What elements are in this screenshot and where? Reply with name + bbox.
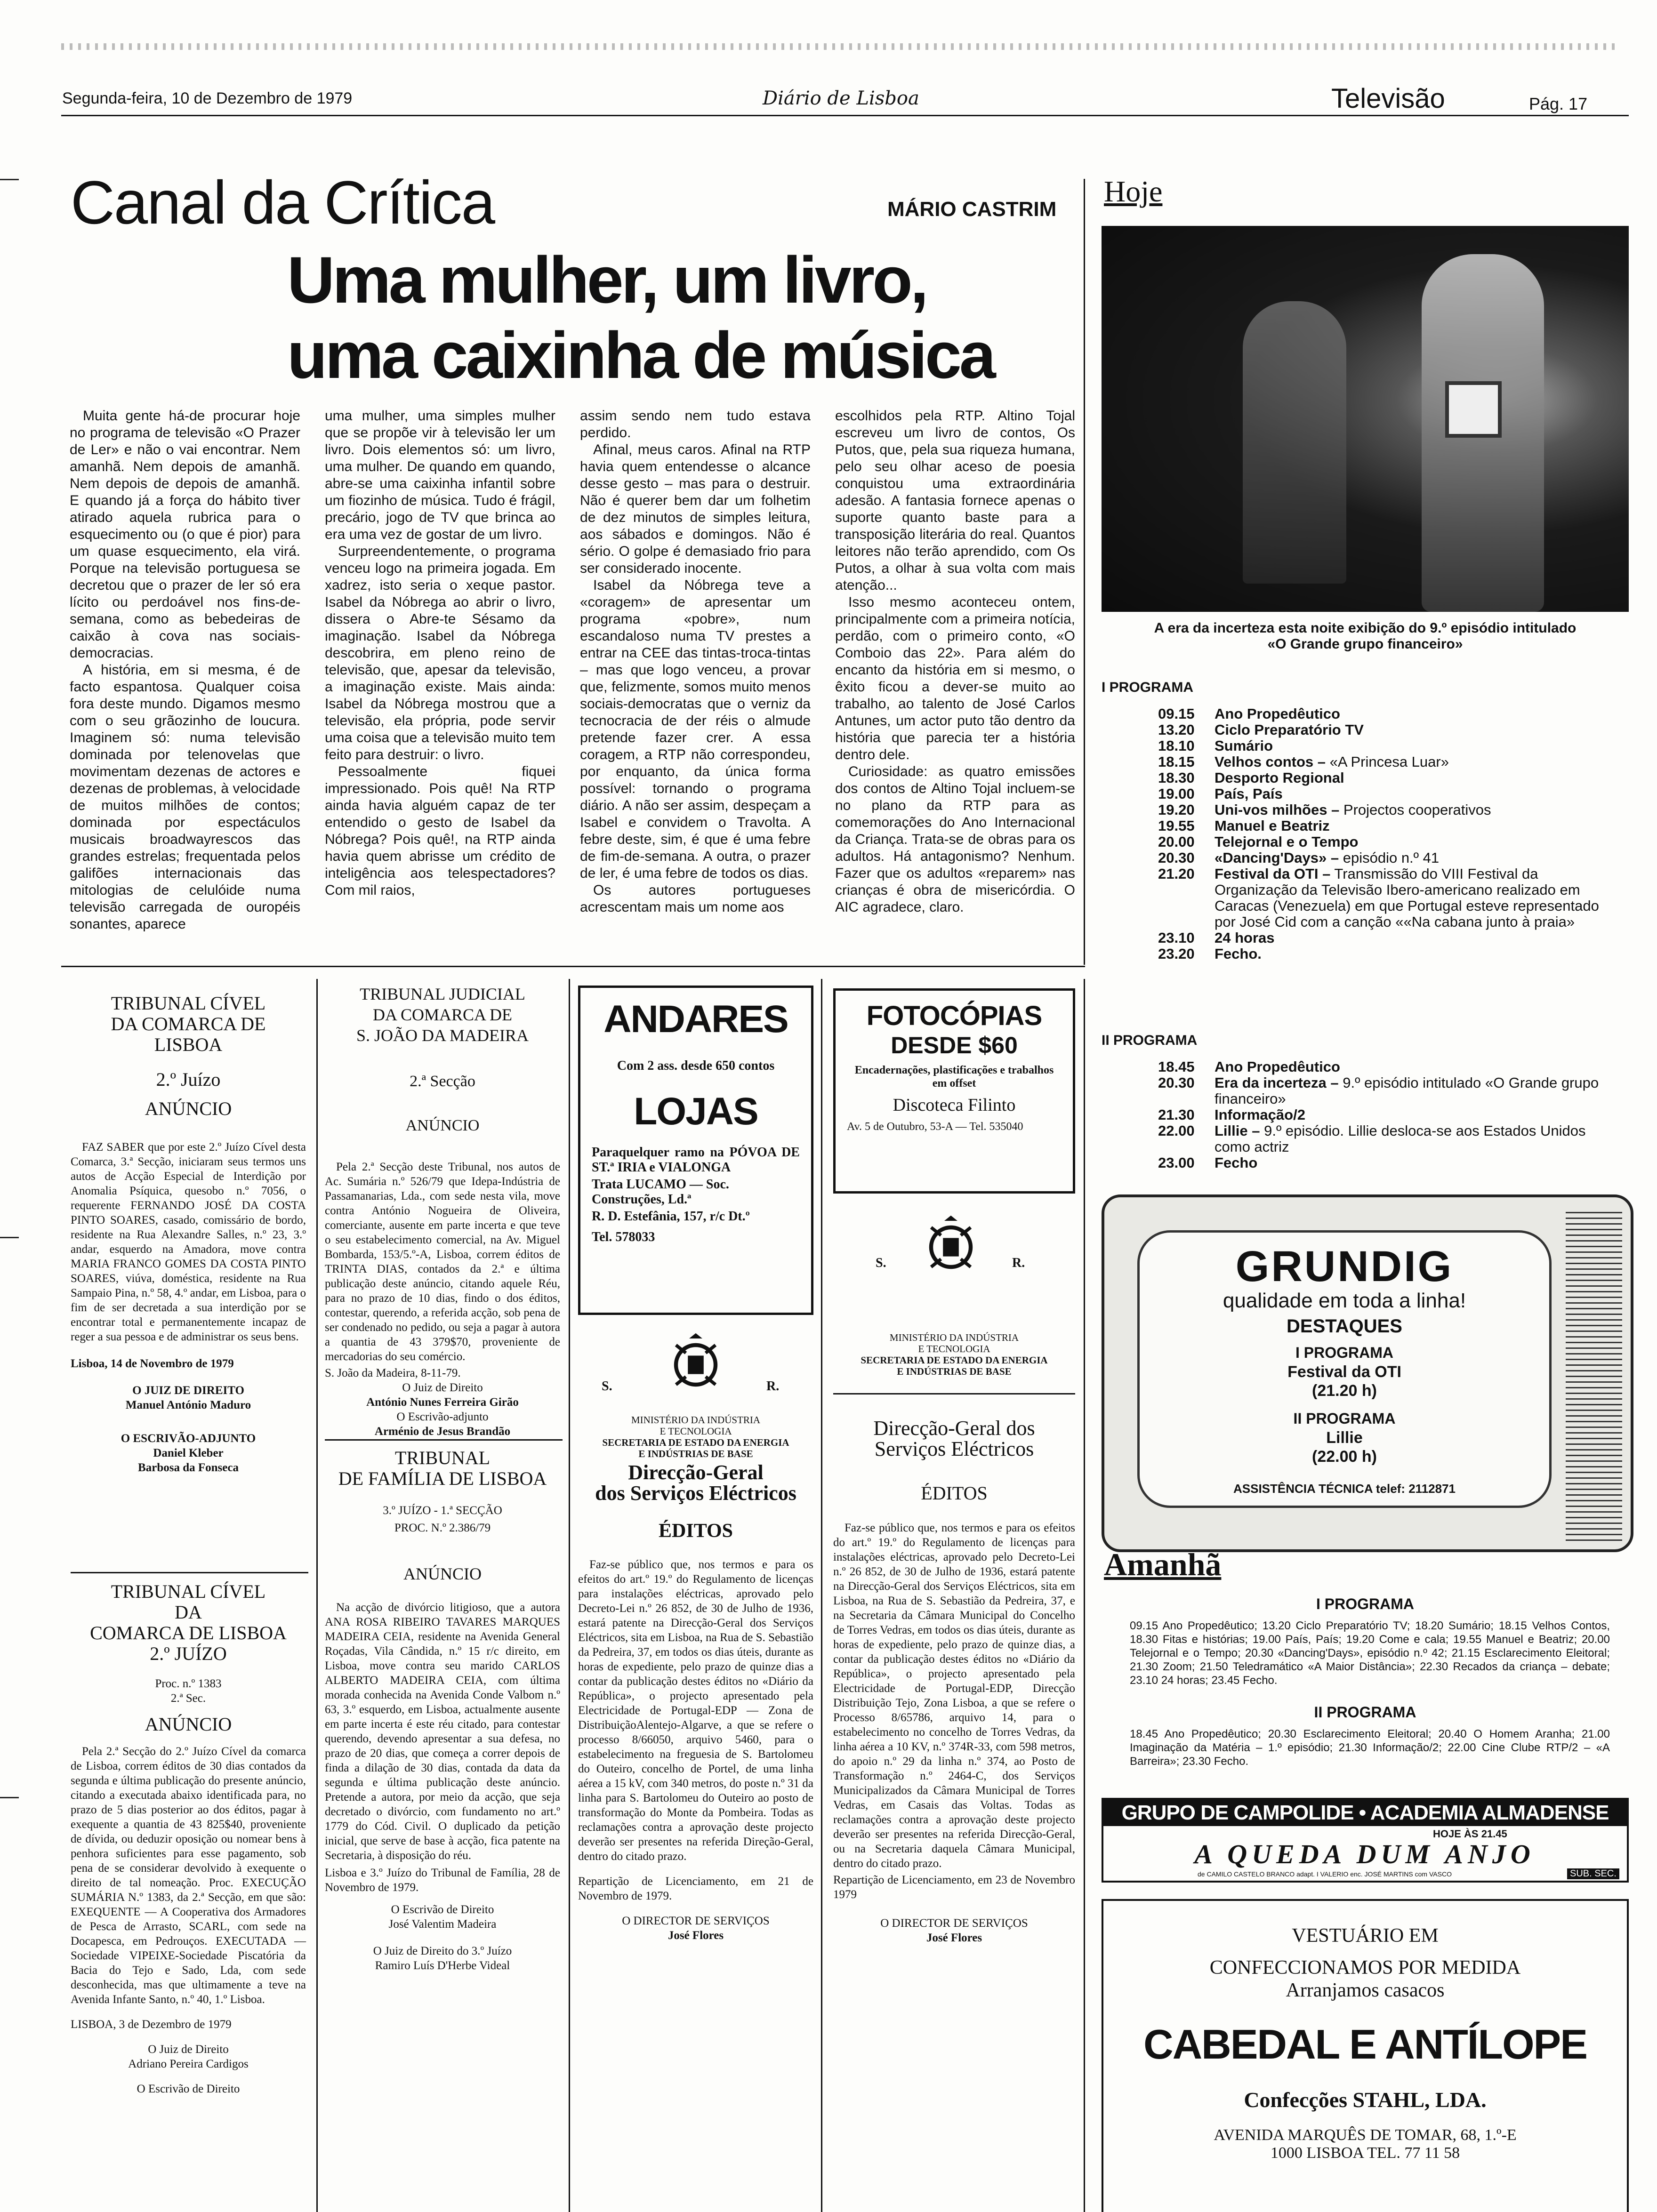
ministry-line: SECRETARIA DE ESTADO DA ENERGIA (861, 1354, 1048, 1366)
article-paragraph: uma mulher, uma simples mulher que se propõe vir à televisão ler um livro. Dois elementos só: um livro, uma mulher. De quando em quando, abre-se uma caixinha infantil sobre um fiozinho de música. Tudo é frágil, precário, jogo de TV que brinca ao era uma vez de gostar de um livro. (325, 408, 555, 542)
program-row (1158, 802, 1601, 818)
program-row (1158, 706, 1601, 722)
program-description: episódio n.º 41 (1339, 850, 1440, 866)
fotocopias-line: Encadernações, plastificações e trabalhos em offset (854, 1064, 1054, 1090)
program-title: País, País (1215, 785, 1283, 802)
program-entry (1215, 770, 1344, 786)
andares-title-2: LOJAS (634, 1090, 758, 1133)
program-row (1158, 1107, 1601, 1123)
legal-body (71, 1744, 306, 2007)
legal-heading: DA COMARCA DE (372, 1005, 513, 1024)
program-time: 20.30 (1158, 1074, 1195, 1091)
legal-body (71, 1140, 306, 1344)
legal-body (833, 1521, 1075, 1871)
program-title: Ano Propedêutico (1215, 705, 1340, 722)
fotocopias-ad (833, 988, 1075, 1194)
article-col-2 (325, 408, 555, 899)
program-time: 09.15 (1158, 705, 1195, 722)
program-description: 9.º episódio intitulado «O Grande grupo financeiro» (1215, 1074, 1599, 1107)
program-title: Manuel e Beatriz (1215, 817, 1330, 834)
ministry-line: E INDÚSTRIAS DE BASE (897, 1366, 1012, 1377)
program-entry (1215, 834, 1358, 850)
legal-signatory-name: Ramiro Luís D'Herbe Videal (375, 1959, 510, 1972)
column-divider (1084, 179, 1085, 965)
program-row (1158, 1123, 1601, 1155)
program-row (1158, 866, 1601, 930)
article-paragraph: Muita gente há-de procurar hoje no programa de televisão «O Prazer de Ler» e não o vai encontrar. Nem amanhã. Nem depois de amanhã. Nem depois de depois de amanhã. E quando já a força do hábito tiver atirado aquela rubrica para o esquecimento ou (o que é pior) para um quase esquecimento, ela virá. Porque na televisão portuguesa se decretou que o prazer de ler só era lícito ou perdoável nos fins-de-semana, como as bebedeiras de caixão à cova nas sociais-democracias. (70, 408, 300, 661)
legal-signatory: O Juiz de Direito (148, 2043, 229, 2056)
legal-date: LISBOA, 3 de Dezembro de 1979 (71, 2018, 232, 2031)
legal-heading: ÉDITOS (921, 1483, 988, 1504)
legal-body-text: Pela 2.ª Secção do 2.º Juízo Cível da comarca de Lisboa, correm éditos de 30 dias contados da segunda e última publicação do presente anúncio, citando a executada abaixo identificada para, no prazo de 5 dias posterior ao dos éditos, pagar à exequente a quantia de 43 825$40, proveniente de dívida, ou deduzir oposição ou nomear bens à penhora suficientes para esse pagamento, sob pena de se considerar devolvido à exequente o direito de tal nomeação. Proc. EXECUÇÃO SUMÁRIA N.º 1383, da 2.ª Secção, em que são: EXEQUENTE — A Cooperativa dos Armadores de Pesca de Arrasto, SCARL, com sede na Docapesca, em Pedrouços. EXECUTADA — Sociedade VIPEIXE-Sociedade Piscatória da Bacia do Tejo e Sado, Lda, com sede desconhecida, mas que ultimamente a teve na Avenida Infante Santo, n.º 40, 1.º Lisboa. (71, 1745, 306, 2006)
column-divider (569, 979, 570, 2212)
program-time: 18.30 (1158, 769, 1195, 786)
program-entry (1215, 706, 1340, 722)
grundig-p2-time: (22.00 h) (1312, 1448, 1377, 1466)
program-time: 20.00 (1158, 834, 1195, 850)
vestuario-line: AVENIDA MARQUÊS DE TOMAR, 68, 1.º-E (1214, 2126, 1517, 2144)
grundig-p1-show: Festival da OTI (1287, 1363, 1401, 1381)
andares-line: Com 2 ass. desde 650 contos (617, 1058, 775, 1073)
andares-title: ANDARES (603, 998, 788, 1041)
fotocopias-price: DESDE $60 (891, 1032, 1018, 1058)
tomorrow-heading: Amanhã (1104, 1547, 1222, 1582)
program-description: Transmissão do VIII Festival da Organização da Televisão Ibero-americano realizado em Caracas (Venezuela) em que Portugal esteve representado por José Cid com a canção ««Na cabana junto à praia» (1215, 866, 1599, 930)
legal-signatory: O Juiz de Direito do 3.º Juízo (373, 1945, 512, 1957)
column-divider (316, 979, 318, 2212)
program-time: 18.15 (1158, 753, 1195, 770)
legal-heading: COMARCA DE LISBOA (90, 1622, 287, 1643)
legal-heading: Direcção-Geral dos (873, 1417, 1035, 1440)
legal-proc: Proc. n.º 1383 (155, 1677, 222, 1690)
article-paragraph: assim sendo nem tudo estava perdido. (580, 408, 811, 441)
andares-ad (578, 986, 813, 1315)
program-time: 18.45 (1158, 1058, 1195, 1075)
program-row (1158, 946, 1601, 962)
program-row (1158, 770, 1601, 786)
legal-signatory-name: Barbosa da Fonseca (138, 1461, 239, 1474)
vestuario-line: CONFECCIONAMOS POR MEDIDA (1209, 1957, 1521, 1979)
grundig-p2-show: Lillie (1326, 1429, 1363, 1447)
program-title: Velhos contos – (1215, 753, 1326, 770)
critique-headline-2: uma caixinha de música (287, 318, 994, 392)
legal-signatory: O Escrivão-adjunto (396, 1411, 489, 1423)
legal-notice-3 (325, 984, 560, 1439)
program-entry (1215, 930, 1275, 946)
program-title: «Dancing'Days» – (1215, 850, 1339, 866)
legal-notice-4 (325, 1448, 560, 1973)
legal-signatory: O JUIZ DE DIREITO (132, 1384, 244, 1397)
legal-heading: ÉDITOS (659, 1520, 733, 1542)
vestuario-brand: CABEDAL E ANTÍLOPE (1143, 2021, 1587, 2068)
program-entry (1215, 754, 1449, 770)
critique-headline-1: Uma mulher, um livro, (287, 243, 926, 317)
program-title: Telejornal e o Tempo (1215, 834, 1359, 850)
legal-signatory-name: Adriano Pereira Cardigos (128, 2058, 249, 2070)
legal-notice-6 (833, 1214, 1075, 1945)
today-heading: Hoje (1104, 175, 1163, 208)
critique-author: MÁRIO CASTRIM (887, 198, 1057, 221)
grundig-p1-time: (21.20 h) (1312, 1382, 1377, 1400)
program-time: 23.20 (1158, 946, 1195, 962)
article-paragraph: escolhidos pela RTP. Altino Tojal escreveu um livro de contos, Os Putos, que, pela sua riqueza humana, pelo seu olhar aceso de poesia conquistou uma extraordinária adesão. A fantasia fornece apenas o suporte quanto baste para a transposição literária do real. Quantos leitores não terão aprendido, com Os Putos, a olhar à sua volta com mais atenção... (835, 408, 1075, 593)
legal-signatory-name: José Valentim Madeira (388, 1918, 497, 1931)
legal-body (578, 1557, 813, 1864)
campolide-when: HOJE ÀS 21.45 (1433, 1828, 1507, 1840)
program-time: 20.30 (1158, 850, 1195, 866)
legal-subheading: PROC. N.º 2.386/79 (394, 1522, 491, 1534)
tomorrow-p1-text: 09.15 Ano Propedêutico; 13.20 Ciclo Preparatório TV; 18.20 Sumário; 18.15 Velhos Contos, 18.30 Fitas e histórias; 19.00 País, País; 19.20 Come e cala; 19.55 Manuel e Beatriz; 20.00 Telejornal e o Tempo; 20.30 «Dancing'Days», episódio n.º 42; 21.15 Esclarecimento Eleitoral; 21.30 Zoom; 21.50 Teledramático «A Maior Distância»; 22.30 Recados da criança – debate; 23.10 24 horas; 23.45 Fecho. (1130, 1619, 1610, 1687)
legal-heading: ANÚNCIO (403, 1564, 482, 1583)
program-row (1158, 850, 1601, 866)
program-entry (1215, 1059, 1340, 1075)
article-paragraph: Isabel da Nóbrega teve a «coragem» de apresentar um programa «pobre», num escandaloso numa TV prestes a entrar na CEE das tintas-troca-tintas – mas que logo venceu, a provar que, felizmente, somos muito menos sociais-democratas que o verniz da tecnocracia de der réis o almude pretende fazer crer. A essa coragem, a RTP não correspondeu, por enquanto, da única forma possível: tornando o programa diário. A não ser assim, despeçam a Isabel e convidem o Travolta. A febre deste, sim, é que é uma febre de fim-de-semana. A outra, o prazer de ler, é uma febre de todos os dias. (580, 577, 811, 881)
article-col-1 (70, 408, 300, 933)
grundig-p1: I PROGRAMA (1295, 1344, 1393, 1361)
legal-signatory-name: Arménio de Jesus Brandão (374, 1425, 511, 1438)
program-entry (1215, 722, 1364, 738)
article-bottom-rule (61, 966, 1085, 967)
program-time: 18.10 (1158, 737, 1195, 754)
program-row (1158, 738, 1601, 754)
legal-notice-2 (71, 1581, 306, 2096)
legal-body-text: Faz-se público que, nos termos e para os efeitos do art.º 19.º do Regulamento de licenças para instalações eléctricas, aprovado pelo Decreto-Lei n.º 26 852, de 30 de Julho de 1936, estará patente na Direcção-Geral dos Serviços Eléctricos, sita em Lisboa, na Rua de S. Sebastião da Pedreira, 37, e na Secretaria da Câmara Municipal do Concelho de Torres Vedras, em todos os dias úteis, durante as horas de expediente, pelo prazo de quinze dias, a contar da publicação destes éditos no «Diário da República», o projecto apresentado pela Electricidade de Portugal-EDP, Direcção Distribuição Tejo, Zona Lisboa, a que se refere o Processo 8/65786, arquivo 14, para o estabelecimento no concelho de Torres Vedras, da linha aérea a 10 KV, n.º 374R-33, com 598 metros, do apoio n.º 29 da linha n.º 374, ao Posto de Transformação n.º 2464-C, dos Serviços Municipalizados da Câmara Municipal de Torres Vedras, em Casais das Voltas. Todas as reclamações contra a aprovação deste projecto deverão ser presentes na referida Direcção-Geral, ou na Secretaria daquela Câmara Municipal, dentro do citado prazo. (833, 1522, 1075, 1870)
program-entry (1215, 1075, 1601, 1107)
program-title: Era da incerteza – (1215, 1074, 1339, 1091)
article-paragraph: Surpreendentemente, o programa venceu logo na primeira jogada. Em xadrez, isto seria o xeque pastor. Isabel da Nóbrega ao abrir o livro, dissera o Abre-te Sésamo da imaginação. Isabel da Nóbrega descobrira, em pleno reino de televisão, que, apesar da televisão, a imaginação existe. Mais ainda: Isabel da Nóbrega mostrou que a televisão, ela própria, pode servir uma coisa que a televisão muito tem feito para destruir: o livro. (325, 544, 555, 762)
program-row (1158, 1059, 1601, 1075)
andares-line: Tel. 578033 (592, 1230, 655, 1244)
ministry-line: E TECNOLOGIA (660, 1426, 732, 1437)
scan-noise-top (61, 43, 1615, 50)
article-paragraph: Afinal, meus caros. Afinal na RTP havia quem entendesse o alcance desse gesto – mas para o destruir. Não é querer bem dar um folhetim de dez minutos de simples leitura, aos sábados e domingos. Não é sério. O golpe é demasiado frio para ser considerado inocente. (580, 442, 811, 576)
vestuario-line: Arranjamos casacos (1286, 1980, 1445, 2001)
masthead-section: Televisão (1331, 83, 1445, 114)
photo-caption-line: A era da incerteza esta noite exibição do 9.º episódio intitulado (1154, 620, 1577, 636)
grundig-footer: ASSISTÊNCIA TÉCNICA telef: 2112871 (1233, 1482, 1456, 1496)
program-row (1158, 786, 1601, 802)
program-entry (1215, 786, 1283, 802)
article-paragraph: Os autores portugueses acrescentam mais um nome aos (580, 882, 811, 915)
vestuario-ad (1102, 1899, 1629, 2212)
legal-heading: TRIBUNAL JUDICIAL (360, 985, 525, 1003)
legal-body (325, 1160, 560, 1364)
campolide-ad (1102, 1798, 1629, 1883)
program-title: Fecho (1215, 1154, 1258, 1171)
margin-mark (0, 1797, 19, 1798)
andares-line: R. D. Estefânia, 157, r/c Dt.º (592, 1209, 750, 1224)
program-description: «A Princesa Luar» (1326, 753, 1449, 770)
legal-body (325, 1600, 560, 1863)
legal-signatory: O ESCRIVÃO-ADJUNTO (121, 1432, 256, 1445)
column-divider (1084, 979, 1085, 2212)
coat-of-arms-icon (663, 1332, 729, 1398)
program-time: 22.00 (1158, 1122, 1195, 1139)
tomorrow-p2-text: 18.45 Ano Propedêutico; 20.30 Esclarecimento Eleitoral; 20.40 O Homem Aranha; 21.00 Imaginação da Matéria – 1.º episódio; 21.30 Informação/2; 22.00 Cine Clube RTP/2 – «A Barreira»; 23.30 Fecho. (1130, 1728, 1610, 1768)
photo-caption-line: «O Grande grupo financeiro» (1267, 636, 1463, 652)
legal-heading: DA (175, 1602, 202, 1623)
legal-subheading: 3.º JUÍZO - 1.ª SECÇÃO (383, 1504, 502, 1517)
campolide-credits: de CAMILO CASTELO BRANCO adapt. I VALERIO enc. JOSÉ MARTINS com VASCO (1198, 1870, 1452, 1878)
legal-sec: 2.ª Sec. (170, 1692, 206, 1705)
article-col-4 (835, 408, 1075, 916)
critique-kicker: Canal da Crítica (71, 168, 495, 237)
vestuario-line: VESTUÁRIO EM (1292, 1925, 1439, 1947)
legal-signatory-name: Manuel António Maduro (125, 1399, 251, 1411)
photo-sign (1445, 381, 1502, 438)
legal-signatory-name: Daniel Kleber (153, 1447, 224, 1459)
article-paragraph: Isso mesmo aconteceu ontem, principalmente com a primeira notícia, perdão, com o primeiro conto, «O Comboio das 22». Para além do encanto da história em si mesmo, o êxito ficou a dever-se muito ao trabalho, ao talento de José Carlos Antunes, um actor puto tão dentro da história que parecia ter a história dentro dele. (835, 594, 1075, 762)
fotocopias-line: Av. 5 de Outubro, 53-A — Tel. 535040 (847, 1121, 1023, 1133)
andares-line: Paraquelquer ramo na PÓVOA DE ST.ª IRIA e VIALONGA (592, 1145, 800, 1175)
legal-heading: dos Serviços Eléctricos (595, 1482, 796, 1505)
legal-body-text: Pela 2.ª Secção deste Tribunal, nos autos de Ac. Sumária n.º 526/79 que Idepa-Indústria de Passamanarias, Lda., com sede nesta vila, move contra António Nogueira de Oliveira, comerciante, ausente em parte incerta e que teve o seu estabelecimento comercial, na Av. Miguel Bombarda, 153/5.º-A, Lisboa, correm éditos de TRINTA DIAS, contados da 2.ª e última publicação deste anúncio, citando aquele Réu, para no prazo de 10 dias, findo o dos éditos, contestar, querendo, a referida acção, sob pena de ser condenado no pedido, ou seja a pagar à autora a quantia de 43 379$70, proveniente de mercadorias do seu comércio. (325, 1161, 560, 1363)
prog1-label: I PROGRAMA (1102, 680, 1193, 695)
ministry-line: MINISTÉRIO DA INDÚSTRIA (631, 1414, 761, 1426)
program-entry (1215, 946, 1262, 962)
legal-heading: TRIBUNAL CÍVEL (111, 1581, 266, 1602)
program-entry (1215, 802, 1491, 818)
program-time: 19.00 (1158, 785, 1195, 802)
coat-of-arms-icon (918, 1214, 984, 1280)
program-description: 9.º episódio. Lillie desloca-se aos Estados Unidos como actriz (1215, 1122, 1586, 1155)
photo-figure (1243, 301, 1346, 584)
legal-signatory-name: António Nunes Ferreira Girão (366, 1396, 519, 1409)
legal-date: Repartição de Licenciamento, em 21 de Novembro de 1979. (578, 1875, 813, 1902)
legal-body-text: Na acção de divórcio litigioso, que a autora ANA ROSA RIBEIRO TAVARES MARQUES MADEIRA CEIA, residente na Avenida General Roçadas, Vila Cândida, n.º 15 r/c direito, em Lisboa, move contra seu marido CARLOS ALBERTO MADEIRA CEIA, com última morada conhecida na Avenida Conde Valbom n.º 63, 3.º esquerdo, em Lisboa, actualmente ausente em parte incerta é este réu citado, para contestar querendo, devendo apresentar a sua defesa, no prazo de 20 dias, que começa a correr depois de finda a dilação de 30 dias, contada da data da segunda e última publicação deste anúncio. Pretende a autora, por meio da acção, que seja decretado o divórcio, com fundamento no art.º 1779 do Cód. Civil. O duplicado da petição inicial, que serve de base à acção, fica patente na Secretaria, à disposição do réu. (325, 1601, 560, 1862)
legal-body-text: FAZ SABER que por este 2.º Juízo Cível desta Comarca, 3.ª Secção, iniciaram seus termos uns autos de Acção Especial de Interdição por Anomalia Psíquica, quesobo n.º 7056, o requerente FERNANDO JOSÉ DA COSTA PINTO SOARES, casado, comissário de bordo, residente na Rua Alexandre Salles, n.º 23, 3.º andar, esquerdo na Amadora, move contra MARIA FRANCO GOMES DA COSTA PINTO SOARES, viúva, doméstica, residente na Rua Sampaio Pina, n.º 58, 4.º andar, em Lisboa, para o fim de ser decretada a sua interdição por se encontrar total e permanentemente incapaz de reger a sua pessoa e de administrar os seus bens. (71, 1141, 306, 1343)
legal-signatory-name: José Flores (926, 1931, 982, 1944)
program-row (1158, 722, 1601, 738)
program-row (1158, 930, 1601, 946)
article-paragraph: Curiosidade: as quatro emissões dos contos de Altino Tojal incluem-se no plano da RTP para as comemorações do Ano Internacional da Criança. Trata-se de obras para os adultos. Há antagonismo? Nenhum. Fazer que os adultos «reparem» nas crianças é obra de misericórdia. O AIC agradece, claro. (835, 764, 1075, 915)
program-entry (1215, 818, 1330, 834)
legal-heading: 2.ª Secção (410, 1073, 475, 1090)
program-title: Lillie – (1215, 1122, 1260, 1139)
tv-photo (1102, 226, 1629, 612)
program-row (1158, 1075, 1601, 1107)
ministry-line: E INDÚSTRIAS DE BASE (638, 1448, 753, 1459)
program-title: Ciclo Preparatório TV (1215, 721, 1364, 738)
ministry-line: MINISTÉRIO DA INDÚSTRIA (889, 1332, 1019, 1343)
article-paragraph: Pessoalmente fiquei impressionado. Pois quê! Na RTP ainda havia alguém capaz de ter entendido o gesto de Isabel da Nóbrega? Pois quê!, na RTP ainda havia quem abrisse um crédito de inteligência aos telespectadores? Com mil raios, (325, 764, 555, 898)
legal-heading: ANÚNCIO (145, 1714, 232, 1735)
campolide-top: GRUPO DE CAMPOLIDE • ACADEMIA ALMADENSE (1103, 1800, 1627, 1826)
legal-signatory: O Escrivão de Direito (137, 2083, 240, 2095)
program-row (1158, 754, 1601, 770)
program-description: Projectos cooperativos (1339, 801, 1491, 818)
grundig-p2: II PROGRAMA (1293, 1410, 1396, 1427)
program-title: Sumário (1215, 737, 1273, 754)
andares-line: Trata LUCAMO — Soc. Construções, Ld.ª (592, 1177, 729, 1207)
vestuario-line: 1000 LISBOA TEL. 77 11 58 (1270, 2144, 1460, 2162)
program-entry (1215, 1107, 1305, 1123)
tv-speaker-grille (1566, 1211, 1622, 1541)
program-title: Ano Propedêutico (1215, 1058, 1340, 1075)
program-entry (1215, 738, 1273, 754)
notice-divider (325, 1439, 563, 1441)
grundig-brand: GRUNDIG (1235, 1242, 1454, 1290)
program-time: 23.10 (1158, 930, 1195, 946)
legal-signatory: O DIRECTOR DE SERVIÇOS (880, 1917, 1028, 1930)
photo-caption (1102, 620, 1629, 652)
program-entry (1215, 1155, 1257, 1171)
legal-signatory: O DIRECTOR DE SERVIÇOS (622, 1915, 770, 1927)
notice-divider (833, 1393, 1075, 1395)
masthead-date: Segunda-feira, 10 de Dezembro de 1979 (62, 89, 353, 107)
legal-heading: 2.º JUÍZO (150, 1643, 227, 1664)
legal-heading: DA COMARCA DE LISBOA (111, 1013, 266, 1055)
program-title: Festival da OTI – (1215, 866, 1331, 882)
program-title: Informação/2 (1215, 1106, 1305, 1123)
grundig-ad (1102, 1194, 1633, 1552)
program-time: 13.20 (1158, 721, 1195, 738)
legal-date: Lisboa, 14 de Novembro de 1979 (71, 1357, 234, 1370)
program-time: 19.20 (1158, 801, 1195, 818)
legal-heading: Direcção-Geral (628, 1461, 764, 1484)
legal-date: Repartição de Licenciamento, em 23 de Novembro 1979 (833, 1874, 1075, 1901)
margin-mark (0, 1237, 19, 1238)
legal-signatory: O Juiz de Direito (402, 1381, 483, 1394)
column-divider (821, 979, 822, 2212)
legal-heading: S. JOÃO DA MADEIRA (356, 1026, 529, 1045)
program-time: 19.55 (1158, 817, 1195, 834)
legal-heading: ANÚNCIO (145, 1098, 232, 1119)
legal-date: S. João da Madeira, 8-11-79. (325, 1367, 461, 1379)
program-time: 23.00 (1158, 1154, 1195, 1171)
fotocopias-title: FOTOCÓPIAS (866, 1001, 1042, 1031)
tomorrow-p1-label: I PROGRAMA (1316, 1595, 1414, 1612)
legal-notice-5 (578, 1332, 813, 1943)
grundig-slogan: qualidade em toda a linha! (1223, 1289, 1466, 1312)
legal-heading: Serviços Eléctricos (874, 1437, 1034, 1460)
program-row (1158, 818, 1601, 834)
legal-heading: TRIBUNAL (394, 1447, 491, 1468)
vestuario-line: Confecções STAHL, LDA. (1244, 2088, 1487, 2112)
program-entry (1215, 850, 1439, 866)
campolide-tag: SUB. SEC. (1567, 1868, 1619, 1879)
seal-letter-r: R. (1012, 1256, 1025, 1270)
masthead-rule (61, 115, 1629, 116)
legal-heading: ANÚNCIO (405, 1117, 480, 1134)
legal-heading: 2.º Juízo (156, 1069, 221, 1090)
legal-heading: TRIBUNAL CÍVEL (111, 993, 266, 1014)
legal-signatory: O Escrivão de Direito (391, 1903, 494, 1916)
program-title: Uni-vos milhões – (1215, 801, 1340, 818)
campolide-title: A QUEDA DUM ANJO (1194, 1839, 1535, 1869)
program-row (1158, 834, 1601, 850)
margin-mark (0, 179, 19, 180)
seal-letter-s: S. (602, 1379, 612, 1394)
masthead-page: Pág. 17 (1529, 94, 1588, 113)
program-entry (1215, 1123, 1601, 1155)
program-entry (1215, 866, 1601, 930)
fotocopias-line: Discoteca Filinto (893, 1095, 1016, 1115)
ministry-line: E TECNOLOGIA (918, 1343, 990, 1354)
legal-heading: DE FAMÍLIA DE LISBOA (338, 1468, 547, 1489)
legal-notice-1 (71, 993, 306, 1475)
program-time: 21.30 (1158, 1106, 1195, 1123)
notice-divider (71, 1572, 308, 1573)
program-title: Desporto Regional (1215, 769, 1344, 786)
seal-letter-s: S. (876, 1256, 886, 1270)
program-title: Fecho. (1215, 946, 1262, 962)
prog1-list (1158, 706, 1601, 962)
grundig-destaques: DESTAQUES (1287, 1316, 1402, 1337)
legal-signatory-name: José Flores (668, 1929, 724, 1942)
program-time: 21.20 (1158, 866, 1195, 882)
prog2-list (1158, 1059, 1601, 1171)
ministry-line: SECRETARIA DE ESTADO DA ENERGIA (602, 1437, 789, 1448)
program-row (1158, 1155, 1601, 1171)
masthead-paper: Diário de Lisboa (763, 88, 919, 109)
tomorrow-p2-label: II PROGRAMA (1314, 1704, 1416, 1721)
legal-date: Lisboa e 3.º Juízo do Tribunal de Família, 28 de Novembro de 1979. (325, 1867, 560, 1894)
prog2-label: II PROGRAMA (1102, 1033, 1198, 1048)
seal-letter-r: R. (766, 1379, 780, 1394)
program-title: 24 horas (1215, 930, 1275, 946)
legal-body-text: Faz-se público que, nos termos e para os efeitos do art.º 19.º do Regulamento de licenças para instalações eléctricas, aprovado pelo Decreto-Lei n.º 26 852, de 30 de Julho de 1936, estará patente na Direcção-Geral dos Serviços Eléctricos, sita em Lisboa, na Rua de S. Sebastião da Pedreira, 37, em todos os dias úteis, durante as horas de expediente, pelo prazo de quinze dias a contar da publicação destes éditos no «Diário da República», o projecto apresentado pela Electricidade de Portugal-EDP — Zona de DistribuiçãoAlentejo-Algarve, a que se refere o processo 8/66050, arquivo 5460, para o estabelecimento na freguesia de S. Bartolomeu do Outeiro, concelho de Portel, de uma linha aérea a 15 kV, com 340 metros, do poste n.º 31 da linha para S. Bartolomeu do Outeiro ao posto de transformação do Monte da Pombeira. Todas as reclamações contra a aprovação deste projecto deverão ser presentes na referida Direção-Geral, dentro do citado prazo. (578, 1558, 813, 1863)
article-col-3 (580, 408, 811, 916)
article-paragraph: A história, em si mesma, é de facto espantosa. Qualquer coisa fora deste mundo. Digamos mesmo com o seu grãozinho de loucura. Imaginem só: numa televisão dominada por telenovelas que movimentam dezenas de actores e dezenas de problemas, à velocidade de muitos milhões de contos; dominada por espectáculos musicais broadwayrescos das grandes estrelas; frequentada pelos galifões internacionais das mitologias de celulóide numa televisão carregada de ouropéis sonantes, aparece (70, 662, 300, 932)
